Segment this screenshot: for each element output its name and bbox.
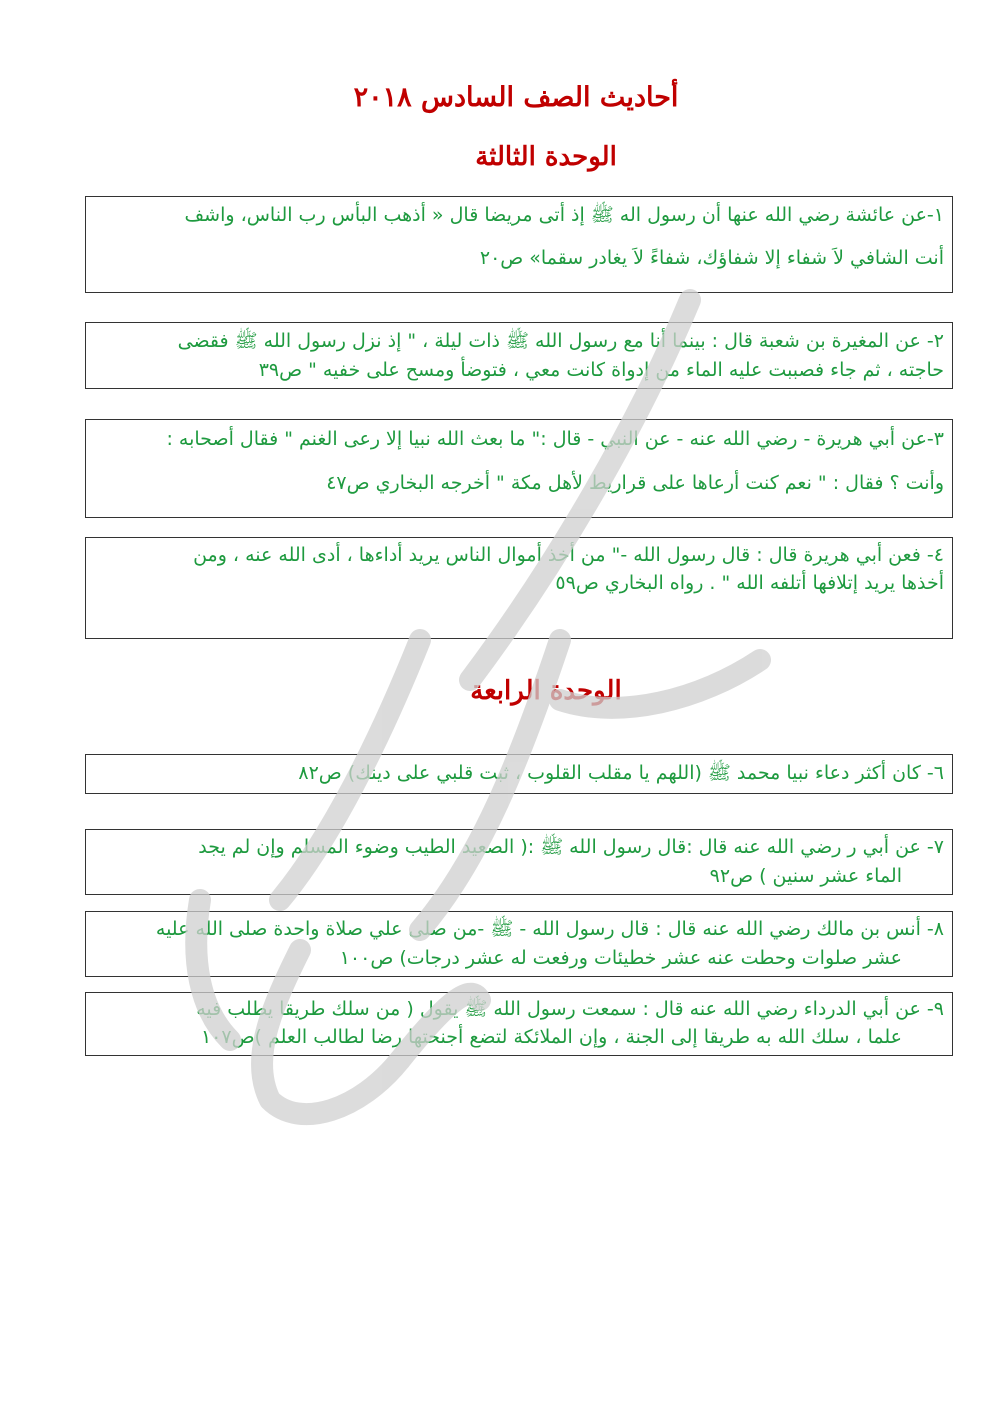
unit-4-title: الوحدة الرابعة <box>470 676 622 706</box>
hadith-9-line-1: ٩- عن أبي الدرداء رضي الله عنه قال : سمعت رسول الله ﷺ يقول ( من سلك طريقا يطلب فيه <box>196 998 944 1020</box>
hadith-8-line-1: ٨- أنس بن مالك رضي الله عنه قال : قال رسول الله - ﷺ -من صلى علي صلاة واحدة صلى الله عليه <box>155 918 944 940</box>
unit-3-title: الوحدة الثالثة <box>475 142 617 172</box>
hadith-box-6 <box>85 754 953 794</box>
hadith-1-line-2: أنت الشافي لاَ شفاء إلا شفاؤك، شفاءً لاَ يغادر سقما» ص٢٠ <box>479 247 944 269</box>
hadith-box-3 <box>85 419 953 518</box>
hadith-1-line-1: ١-عن عائشة رضي الله عنها أن رسول اله ﷺ إذ أتى مريضا قال « أذهب البأس رب الناس، واشف <box>184 204 944 226</box>
hadith-4-line-2: أخذها يريد إتلافها أتلفه الله " . رواه البخاري ص٥٩ <box>555 572 944 594</box>
hadith-6-line-1: ٦- كان أكثر دعاء نبيا محمد ﷺ (اللهم يا مقلب القلوب ، ثبت قلبي على دينك) ص٨٢ <box>298 762 944 784</box>
hadith-box-8 <box>85 911 953 977</box>
main-title: أحاديث الصف السادس ٢٠١٨ <box>353 82 679 113</box>
hadith-box-1 <box>85 196 953 293</box>
hadith-3-line-1: ٣-عن أبي هريرة - رضي الله عنه - عن النبي - قال :" ما بعث الله نبيا إلا رعى الغنم " فقال أصحابه : <box>166 428 944 450</box>
hadith-4-line-1: ٤- فعن أبي هريرة قال : قال رسول الله -" من أخذ أموال الناس يريد أداءها ، أدى الله عنه ، ومن <box>193 544 944 566</box>
hadith-2-line-2: حاجته ، ثم جاء فصببت عليه الماء من إدواة كانت معي ، فتوضأ ومسح على خفيه " ص٣٩ <box>258 359 944 381</box>
hadith-box-2 <box>85 322 953 389</box>
hadith-3-line-2: وأنت ؟ فقال : " نعم كنت أرعاها على قراريط لأهل مكة " أخرجه البخاري ص٤٧ <box>326 472 944 494</box>
hadith-2-line-1: ٢- عن المغيرة بن شعبة قال : بينما أنا مع رسول الله ﷺ ذات ليلة ، " إذ نزل رسول الله ﷺ فقضى <box>177 330 944 352</box>
hadith-9-line-2: علما ، سلك الله به طريقا إلى الجنة ، وإن الملائكة لتضع أجنحتها رضا لطالب العلم )ص١٠٧ <box>200 1026 902 1048</box>
hadith-box-9 <box>85 992 953 1056</box>
hadith-8-line-2: عشر صلوات وحطت عنه عشر خطيئات ورفعت له عشر درجات) ص١٠٠ <box>339 947 902 969</box>
hadith-box-7 <box>85 829 953 895</box>
hadith-box-4 <box>85 537 953 639</box>
hadith-7-line-2: الماء عشر سنين ) ص٩٢ <box>709 865 902 887</box>
hadith-7-line-1: ٧- عن أبي ر رضي الله عنه قال :قال رسول الله ﷺ :( الصعيد الطيب وضوء المسلم وإن لم يجد <box>198 836 944 858</box>
